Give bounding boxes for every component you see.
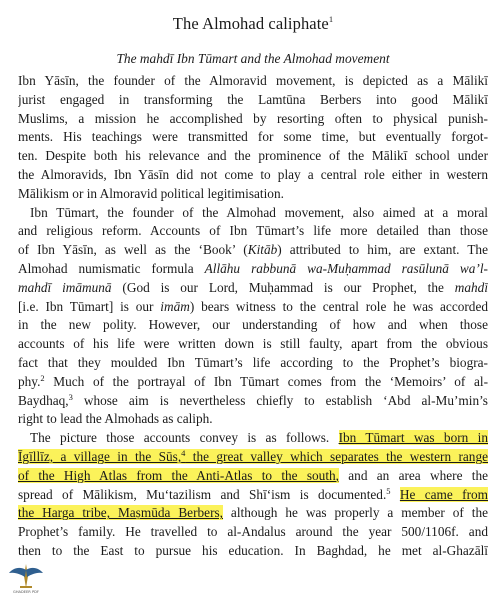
- text-line: the Almoravids, Ibn Yāsīn did not come to play a central role either in western: [18, 166, 488, 182]
- svg-text:GHADEER PDF: GHADEER PDF: [13, 590, 39, 594]
- text-line: Ibn Tūmart, the founder of the Almohad movement, also aimed at a moral: [30, 204, 488, 220]
- text-line: Baydhaq,$^3$ whose aim is nevertheless chiefly to establish ‘Abd al-Mu’min’s: [18, 391, 488, 408]
- text-line: [i.e. Ibn Tūmart] is our imām) bears witness to the central role he was accorded: [18, 298, 488, 314]
- footnote-marker[interactable]: 1: [328, 14, 334, 24]
- document-page: [18, 14, 488, 561]
- text-line: Prophet’s family. He travelled to al-Andalus around the year 500/1106f. and: [18, 524, 488, 540]
- text-line: of the High Atlas from the Anti-Atlas to the south, and an area where the: [18, 467, 488, 483]
- text-line: the Harga tribe, Maṣmūda Berbers, although he was properly a member of the: [18, 505, 488, 521]
- highlighted-text: He came from: [399, 486, 488, 502]
- footnote-marker[interactable]: 4: [181, 447, 186, 458]
- text-line: ments. His teachings were transmitted for some time, but eventually forgot-: [18, 129, 488, 145]
- text-line: Muslims, a mission he accomplished by resorting often to physical punish-: [18, 110, 488, 126]
- section-title: The mahdī Ibn Tūmart and the Almohad movement: [116, 51, 390, 66]
- watermark-logo: [6, 562, 46, 594]
- text-line: in the new polity. However, our understanding of how and when those: [18, 317, 488, 333]
- text-line: and religious reform. Accounts of Ibn Tūmart’s life more detailed than those: [18, 223, 488, 239]
- text-line: then to the East to pursue his education. In Baghdad, he met al-Ghazālī: [18, 542, 488, 558]
- paragraph-ibn-tumart: [18, 204, 488, 430]
- footnote-marker[interactable]: 3: [68, 391, 73, 402]
- footnote-marker[interactable]: 2: [40, 372, 45, 383]
- sword-eagle-logo-icon: [6, 562, 46, 594]
- text-line: Almohad numismatic formula Allāhu rabbunā wa-Muḥammad rasūlunā wa’l-: [18, 260, 488, 276]
- text-line: [18, 448, 488, 467]
- highlighted-text: the Harga tribe, Maṣmūda Berbers,: [18, 505, 223, 521]
- footnote-marker[interactable]: 5: [386, 485, 391, 496]
- paragraph-ibn-yasin: [18, 72, 488, 204]
- text-line: spread of Mālikism, Mu‘tazilism and Shī‘ism is documented.$^5$ He came from: [18, 485, 488, 502]
- highlighted-text: Ibn Tūmart was born in: [338, 430, 488, 446]
- text-line: phy.$^2$ Much of the portrayal of Ibn Tūmart comes from the ‘Memoirs’ of al-: [18, 372, 488, 389]
- chapter-title: The Almohad caliphate$^1$: [172, 14, 334, 33]
- text-line: right to lead the Almohads as caliph.: [18, 411, 213, 427]
- text-line: ten. Despite both his relevance and the prominence of the Mālikī school under: [18, 148, 488, 164]
- text-line: mahdī imāmunā (God is our Lord, Muḥammad is our Prophet, the mahdī: [18, 279, 488, 295]
- text-line: Ibn Yāsīn, the founder of the Almoravid movement, is depicted as a Mālikī: [18, 73, 488, 88]
- text-line: Mālikism or in Almoravid political legitimisation.: [18, 185, 284, 201]
- text-line: accounts of his life were written down is still faulty, apart from the obvious: [18, 336, 488, 352]
- highlighted-text: of the High Atlas from the Anti-Atlas to the south,: [18, 467, 339, 483]
- text-line: fact that they moulded Ibn Tūmart’s life according to the Prophet’s biogra-: [18, 354, 488, 370]
- paragraph-picture: [18, 429, 488, 561]
- text-line: The picture those accounts convey is as follows. Ibn Tūmart was born in: [30, 430, 488, 446]
- text-line: of Ibn Yāsīn, as well as the ‘Book’ (Kitāb) attributed to him, are extant. The: [18, 242, 488, 258]
- text-line: jurist engaged in transforming the Lamtūna Berbers into good Mālikī: [18, 91, 488, 107]
- highlighted-text: Īgīllīz, a village in the Sūs,$^4$ the great valley which separates the western range: [18, 447, 488, 464]
